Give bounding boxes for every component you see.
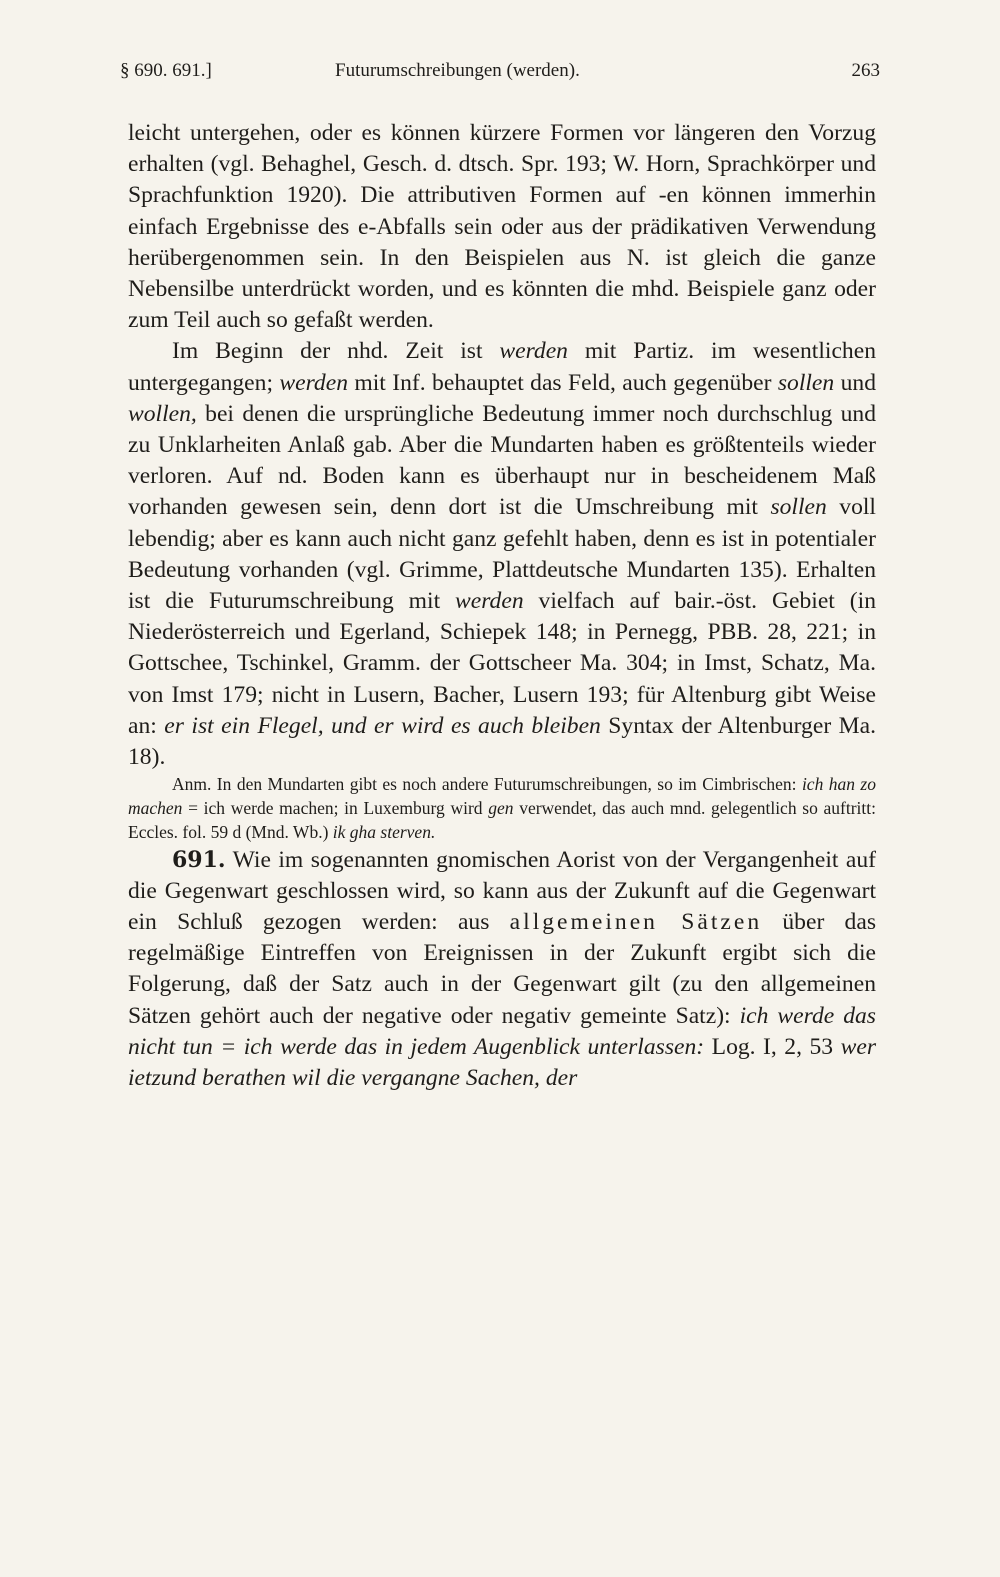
spaced-emphasis: allgemeinen Sätzen	[509, 909, 763, 936]
italic-example: ich han zo machen	[128, 774, 876, 819]
italic-term: sollen	[777, 369, 835, 396]
text-run: voll lebendig; aber es kann auch nicht ganz gefehlt haben, denn es ist in potentialer Bedeutung vorhanden (vgl. Grimme, Plattdeutsche Mundarten 135). Erhalten ist die Futurumschreibung mit	[128, 494, 876, 615]
italic-example: wer ietzund berathen wil die vergangne Sachen, der	[128, 1033, 876, 1092]
italic-term: gen	[488, 798, 514, 819]
text-run: Wie im sogenannten gnomischen Aorist von der Vergangenheit auf die Gegenwart geschlossen wird, so kann aus der Zukunft auf die Gegenwart ein Schluß gezogen werden: aus	[128, 846, 876, 936]
section-691	[128, 845, 876, 1095]
paragraph-continued: leicht untergehen, oder es können kürzere Formen vor längeren den Vorzug erhalten (vgl. Behaghel, Gesch. d. dtsch. Spr. 193; W. Horn, Sprachkörper und Sprachfunktion 1920). Die attributiven Formen auf -en können immerhin einfach Ergebnisse des e-Abfalls sein oder aus der prädikativen Verwendung herübergenommen sein. In den Beispielen aus N. ist gleich die ganze Nebensilbe unterdrückt worden, und es könnten die mhd. Beispiele ganz oder zum Teil auch so gefaßt werden.	[128, 120, 876, 334]
italic-term: wollen,	[128, 400, 197, 427]
running-header	[120, 60, 880, 90]
italic-term: werden	[279, 369, 348, 396]
italic-example: er ist ein Flegel, und er wird es auch bleiben	[164, 712, 601, 739]
main-text	[128, 118, 876, 1094]
text-run: mit Inf. behauptet das Feld, auch gegenüber	[348, 369, 778, 396]
text-run: In den Mundarten gibt es noch andere Futurumschreibungen, so im Cimbrischen:	[211, 774, 802, 795]
text-run: Log. I, 2, 53	[704, 1033, 841, 1060]
text-run: vielfach auf bair.-öst. Gebiet (in Niederösterreich und Egerland, Schiepek 148; in Pernegg, PBB. 28, 221; in Gottschee, Tschinkel, Gramm. der Gottscheer Ma. 304; in Imst, Schatz, Ma. von Imst 179; nicht in Lusern, Bacher, Lusern 193; für Altenburg gibt Weise an:	[128, 588, 876, 739]
italic-example: ich werde das nicht tun = ich werde das in jedem Augenblick unterlassen:	[128, 1002, 876, 1060]
note-label: Anm.	[172, 774, 212, 795]
section-number: 691.	[172, 846, 226, 873]
italic-example: ik gha sterven.	[332, 821, 436, 842]
text-run: und	[834, 369, 876, 396]
text-run: Syntax der Altenburger Ma. 18).	[128, 712, 876, 771]
text-run: = ich werde machen; in Luxemburg wird	[182, 798, 489, 819]
text-run: mit Partiz. im wesentlichen untergegangen;	[128, 338, 876, 396]
italic-term: sollen	[770, 494, 827, 521]
text-run: Im Beginn der nhd. Zeit ist	[172, 338, 500, 365]
italic-term: werden	[499, 338, 568, 365]
paragraph-nhd	[128, 336, 876, 773]
text-run: über das regelmäßige Eintreffen von Ereignissen in der Zukunft ergibt sich die Folgerung, daß der Satz auch in der Gegenwart gilt (zu den allgemeinen Sätzen gehört auch der negative oder negativ gemeinte Satz):	[128, 909, 877, 1029]
running-title: Futurumschreibungen (werden).	[335, 60, 580, 81]
text-run: bei denen die ursprüngliche Bedeutung immer noch durchschlug und zu Unklarheiten Anlaß gab. Aber die Mundarten haben es größtenteils wieder verloren. Auf nd. Boden kann es überhaupt nur in bescheidenem Maß vorhanden gewesen sein, denn dort ist die Umschreibung mit	[128, 400, 876, 521]
italic-term: werden	[455, 588, 524, 615]
annotation-note	[128, 773, 876, 844]
text-run: verwendet, das auch mnd. gelegentlich so auftritt: Eccles. fol. 59 d (Mnd. Wb.)	[128, 798, 876, 842]
section-reference: § 690. 691.]	[120, 60, 212, 81]
page-number: 263	[851, 60, 880, 81]
